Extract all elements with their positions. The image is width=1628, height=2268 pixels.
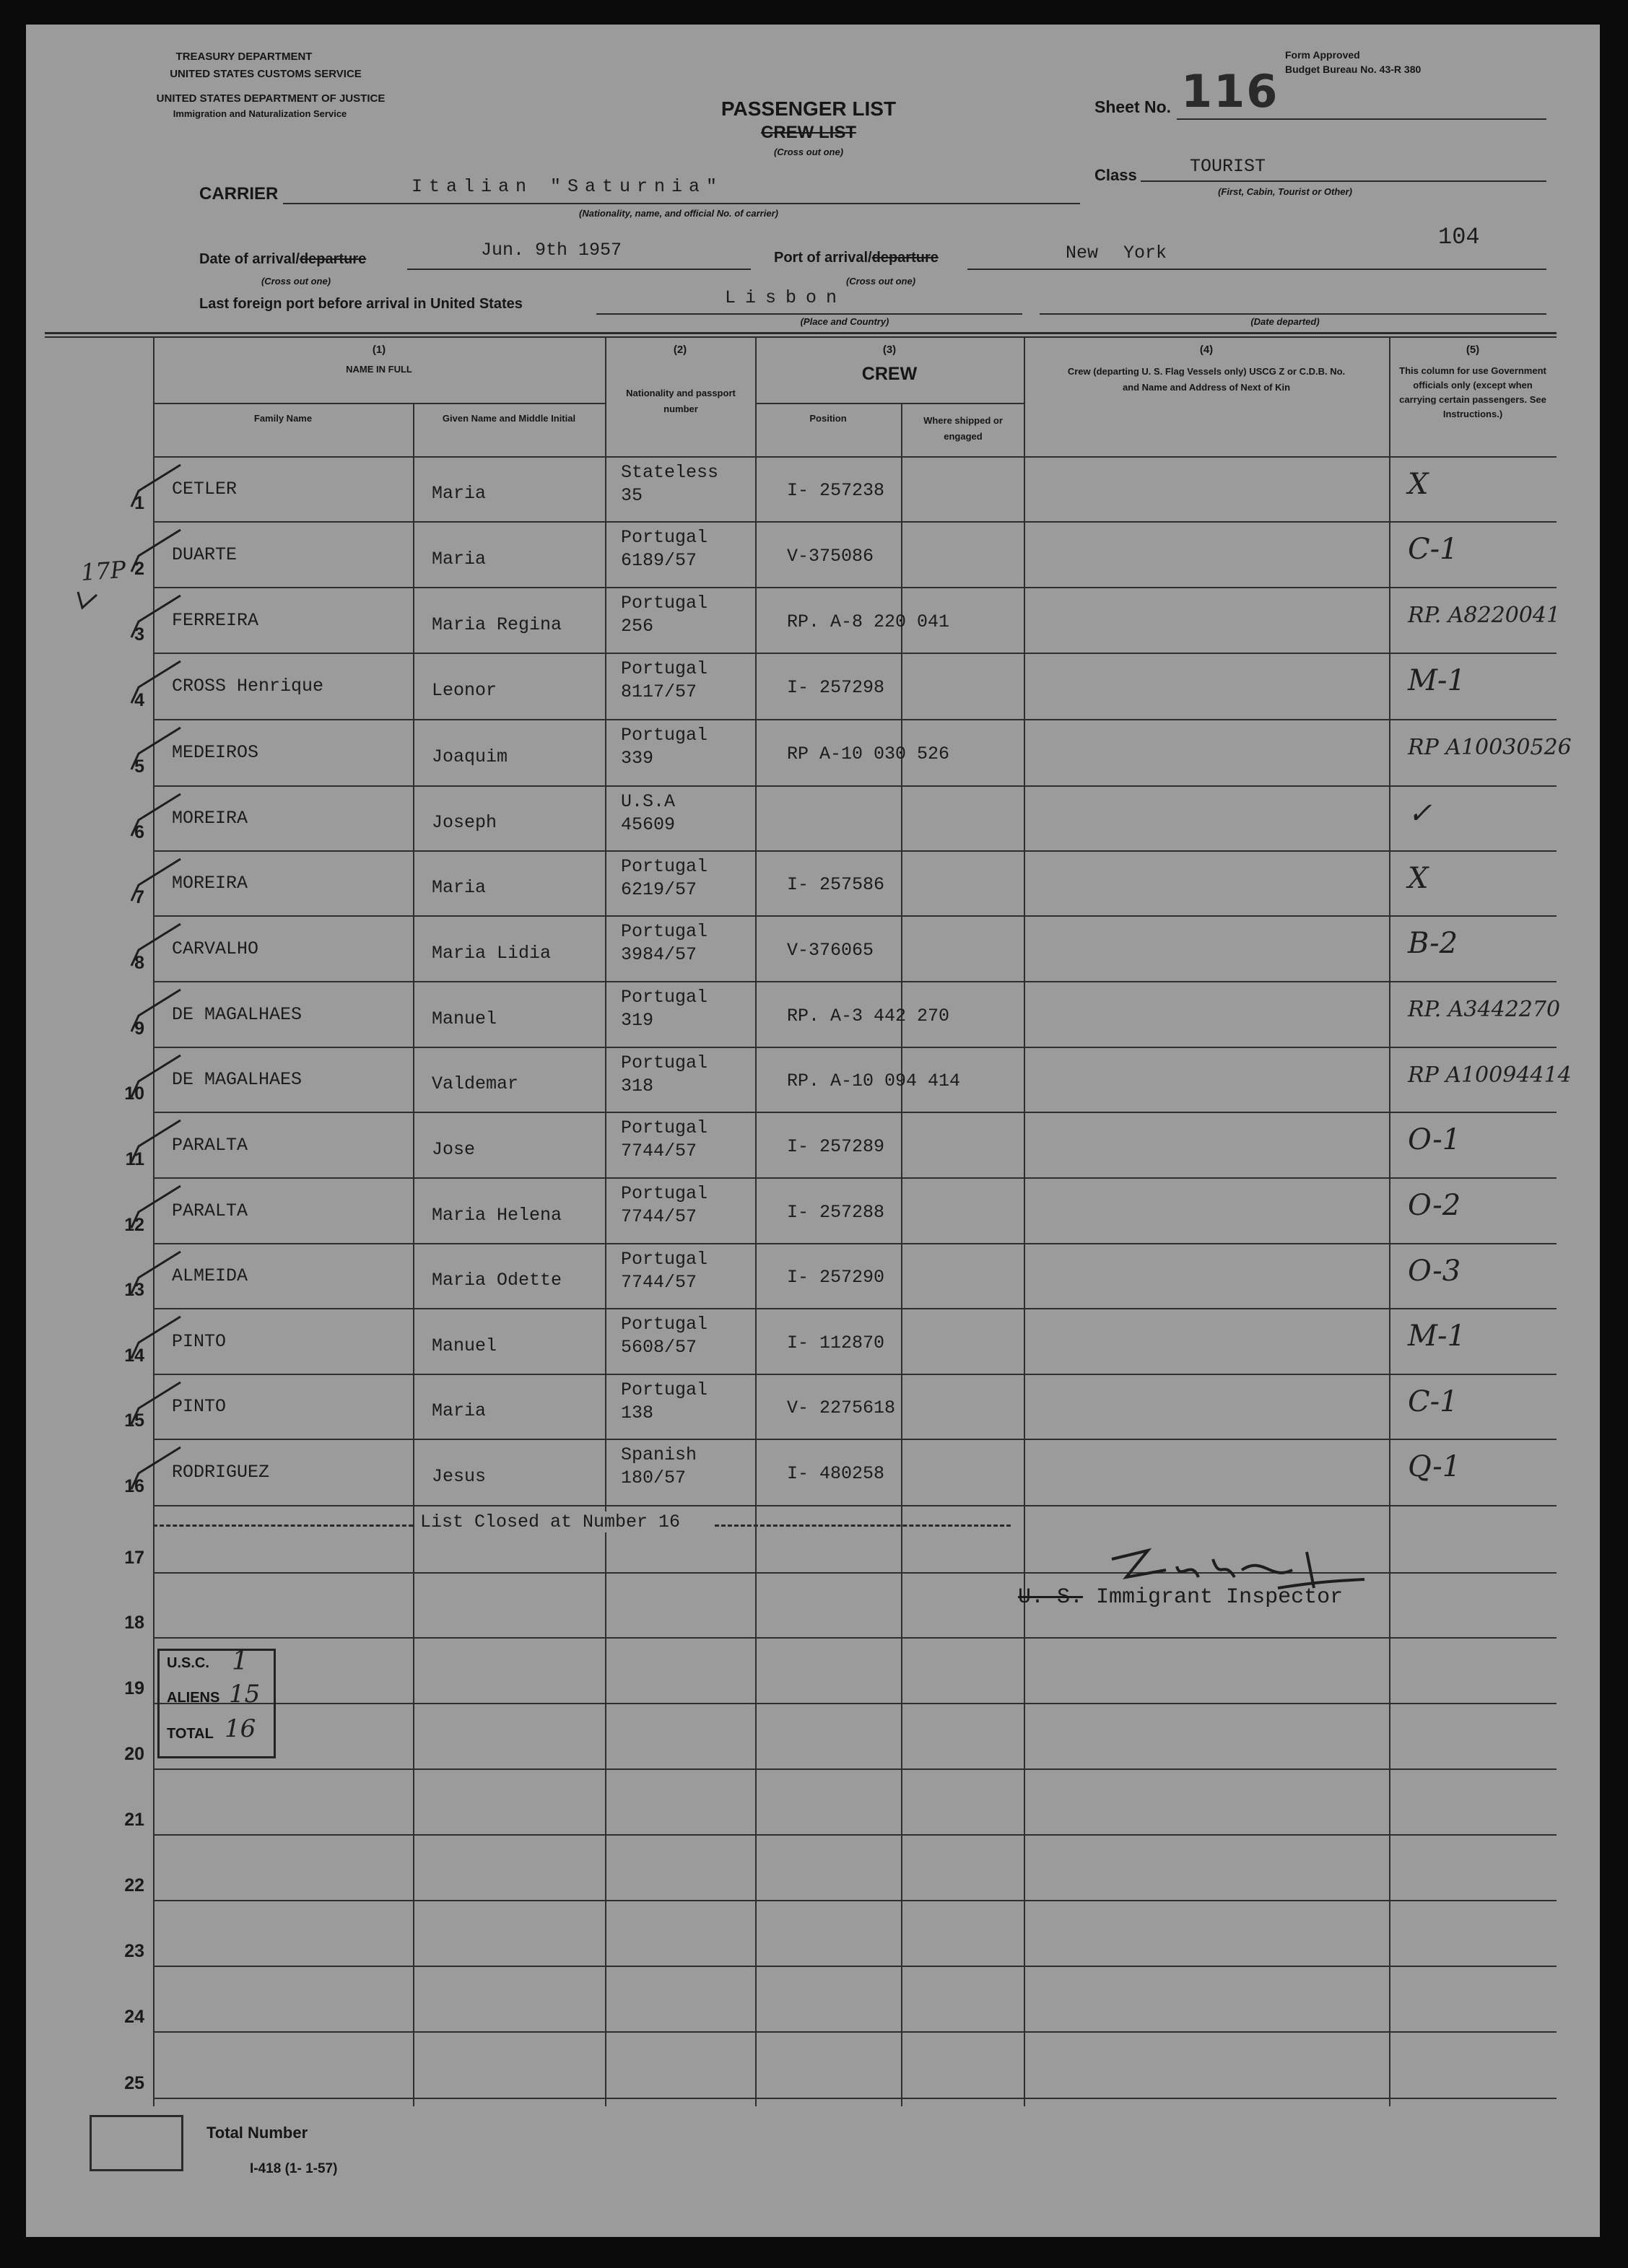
row-divider	[153, 1112, 1557, 1113]
manifest-page	[26, 25, 1600, 2237]
family-name: ALMEIDA	[172, 1265, 248, 1286]
check-slash	[123, 1249, 188, 1299]
family-name: PINTO	[172, 1330, 227, 1352]
port-label-struck: departure	[871, 250, 939, 266]
empty-row-number: 19	[124, 1678, 144, 1698]
check-slash	[123, 1183, 188, 1234]
col1-family-name: Family Name	[253, 413, 313, 424]
row-divider	[153, 653, 1557, 654]
crew-position: I- 257290	[787, 1267, 885, 1288]
carrier-note: (Nationality, name, and official No. of carrier)	[579, 208, 778, 219]
nationality: Portugal	[621, 856, 708, 877]
col1-number: (1)	[372, 344, 386, 356]
empty-row-number: 23	[124, 1941, 144, 1961]
row-divider	[153, 915, 1557, 917]
col1-title: NAME IN FULL	[346, 364, 412, 375]
port-label-arrival: Port of arrival/	[774, 250, 872, 266]
status-annotation: B-2	[1408, 927, 1458, 960]
row-divider	[153, 1439, 1557, 1440]
date-label-struck: departure	[299, 251, 367, 267]
empty-row-number: 17	[124, 1548, 144, 1568]
row-divider	[153, 1966, 1557, 1967]
date-departed-note: (Date departed)	[1250, 316, 1320, 327]
status-annotation: RP A10094414	[1408, 1063, 1572, 1088]
row-number: 4	[134, 690, 144, 710]
row-number: 15	[124, 1410, 144, 1431]
family-name: PARALTA	[172, 1200, 248, 1221]
agency-line-4: Immigration and Naturalization Service	[173, 108, 347, 119]
family-name: DE MAGALHAES	[172, 1069, 302, 1090]
form-approved: Form Approved	[1285, 49, 1360, 61]
passport-number: 45609	[621, 814, 676, 835]
status-annotation: M-1	[1408, 664, 1466, 697]
sheet-number: 116	[1181, 65, 1279, 118]
crew-position: I- 257298	[787, 677, 885, 698]
row-divider	[153, 1047, 1557, 1048]
form-id: I-418 (1- 1-57)	[250, 2161, 338, 2176]
passport-number: 7744/57	[621, 1206, 697, 1227]
col3-where: Where shipped or engaged	[923, 415, 1003, 442]
row-divider	[153, 1505, 1557, 1506]
passport-number: 256	[621, 616, 654, 637]
class-note: (First, Cabin, Tourist or Other)	[1218, 186, 1352, 197]
family-name: PARALTA	[172, 1134, 248, 1156]
row-divider	[153, 2031, 1557, 2033]
agency-line-1: TREASURY DEPARTMENT	[175, 51, 313, 63]
title-cross-out-note: (Cross out one)	[773, 147, 844, 157]
row-number: 13	[124, 1280, 144, 1300]
class-value: TOURIST	[1190, 156, 1266, 177]
row-number: 2	[134, 558, 144, 579]
empty-row-number: 22	[124, 1875, 144, 1896]
check-slash	[123, 1052, 188, 1103]
nationality: Portugal	[621, 1379, 708, 1400]
row-divider	[153, 1243, 1557, 1244]
inspector-label: Immigrant Inspector	[1096, 1585, 1344, 1610]
check-slash	[123, 1314, 188, 1364]
family-name: CETLER	[172, 479, 238, 500]
crew-position: V-376065	[787, 939, 874, 961]
check-slash	[123, 921, 188, 972]
passport-number: 7744/57	[621, 1140, 697, 1161]
passport-number: 6189/57	[621, 550, 697, 571]
check-slash	[123, 462, 188, 513]
status-annotation: C-1	[1408, 1385, 1458, 1418]
nationality: U.S.A	[621, 791, 676, 812]
row-number: 8	[134, 952, 144, 973]
empty-row-number: 20	[124, 1744, 144, 1764]
col4-title: Crew (departing U. S. Flag Vessels only) USCG Z or C.D.B. No. and Name and Address of Next of Kin	[1067, 366, 1346, 393]
empty-row-number: 21	[124, 1810, 144, 1830]
row-divider	[153, 1637, 1557, 1639]
row-divider	[153, 521, 1557, 523]
passport-number: 339	[621, 748, 654, 769]
nationality: Portugal	[621, 921, 708, 942]
col4-number: (4)	[1199, 344, 1214, 356]
check-slash	[123, 1117, 188, 1168]
form-title: PASSENGER LIST	[721, 97, 897, 120]
inspector-prefix: U. S.	[1018, 1585, 1084, 1610]
list-closed-line: List Closed at Number 16	[416, 1512, 684, 1532]
check-slash	[123, 725, 188, 775]
row-divider	[153, 1703, 1557, 1704]
given-name: Maria	[432, 483, 487, 504]
nationality: Portugal	[621, 1183, 708, 1204]
passport-number: 7744/57	[621, 1272, 697, 1293]
port-label	[774, 250, 939, 266]
check-slash	[123, 593, 188, 643]
status-annotation: ✓	[1408, 797, 1432, 830]
row-number: 11	[125, 1148, 144, 1169]
total-number-label: Total Number	[206, 2124, 308, 2142]
given-name: Manuel	[432, 1335, 497, 1356]
col3-title: CREW	[861, 364, 918, 384]
nationality: Portugal	[621, 527, 708, 548]
empty-row-number: 24	[124, 2007, 144, 2027]
stamp-total-value: 16	[225, 1714, 256, 1743]
row-divider	[153, 1834, 1557, 1836]
passport-number: 5608/57	[621, 1337, 697, 1358]
row-number: 12	[124, 1214, 144, 1235]
nationality: Portugal	[621, 725, 708, 746]
last-port-label: Last foreign port before arrival in United States	[199, 296, 523, 312]
nationality: Portugal	[621, 593, 708, 614]
col2-title: Nationality and passport number	[626, 388, 736, 414]
status-annotation: X	[1408, 468, 1429, 501]
given-name: Valdemar	[432, 1073, 519, 1094]
row-divider	[153, 2098, 1557, 2099]
margin-check-mark	[72, 585, 101, 614]
agency-line-2: UNITED STATES CUSTOMS SERVICE	[170, 68, 362, 80]
carrier-label: CARRIER	[199, 184, 279, 204]
row-divider	[153, 1308, 1557, 1309]
stamp-aliens-value: 15	[229, 1680, 261, 1709]
nationality: Stateless	[621, 462, 719, 483]
check-slash	[123, 1379, 188, 1430]
passport-number: 180/57	[621, 1467, 687, 1488]
status-annotation: RP. A3442270	[1408, 997, 1561, 1022]
crew-position: I- 257289	[787, 1135, 885, 1157]
check-slash	[123, 856, 188, 907]
nationality: Spanish	[621, 1444, 697, 1465]
given-name: Manuel	[432, 1008, 497, 1029]
crew-position: I- 480258	[787, 1463, 885, 1484]
crew-position: V- 2275618	[787, 1397, 896, 1418]
empty-row-number: 18	[124, 1613, 144, 1633]
port-value: New York	[1066, 243, 1167, 263]
row-divider	[153, 1768, 1557, 1770]
col5-number: (5)	[1466, 344, 1480, 356]
crew-position: I- 112870	[787, 1332, 885, 1353]
inspector-signature	[1097, 1538, 1372, 1602]
row-number: 16	[124, 1476, 144, 1496]
row-divider	[153, 1900, 1557, 1901]
given-name: Joaquim	[432, 746, 508, 767]
row-number: 1	[134, 493, 144, 513]
row-number: 9	[134, 1018, 144, 1039]
row-number: 6	[134, 822, 144, 842]
status-annotation: RP. A8220041	[1408, 603, 1561, 628]
row-number: 5	[134, 756, 144, 777]
check-slash	[123, 527, 188, 577]
row-divider	[153, 719, 1557, 720]
date-label-arrival: Date of arrival/	[199, 251, 300, 267]
passport-number: 138	[621, 1403, 654, 1423]
date-value: Jun. 9th 1957	[481, 240, 622, 261]
last-port-value: Lisbon	[725, 287, 847, 308]
status-annotation: C-1	[1408, 533, 1458, 566]
page-count: 104	[1438, 224, 1480, 250]
row-divider	[153, 981, 1557, 982]
nationality: Portugal	[621, 1052, 708, 1073]
family-name: MOREIRA	[172, 808, 248, 829]
passport-number: 6219/57	[621, 879, 697, 900]
port-cross-out-note: (Cross out one)	[845, 276, 916, 287]
given-name: Jose	[432, 1138, 476, 1160]
check-slash	[123, 1444, 188, 1495]
stamp-aliens-label: ALIENS	[167, 1690, 220, 1706]
crew-position: I- 257288	[787, 1201, 885, 1223]
given-name: Leonor	[432, 680, 497, 701]
crew-position: RP. A-3 442 270	[787, 1005, 950, 1026]
crew-position: I- 257238	[787, 480, 885, 501]
class-label: Class	[1094, 166, 1137, 184]
family-name: DE MAGALHAES	[172, 1003, 302, 1025]
budget-bureau: Budget Bureau No. 43-R 380	[1285, 64, 1422, 75]
row-number: 7	[134, 887, 144, 907]
crew-position: RP. A-10 094 414	[787, 1070, 961, 1091]
passport-number: 35	[621, 485, 643, 506]
status-annotation: M-1	[1408, 1320, 1466, 1353]
row-number: 3	[134, 624, 144, 645]
passport-number: 319	[621, 1010, 654, 1031]
date-cross-out-note: (Cross out one)	[261, 276, 331, 287]
row-number: 10	[124, 1083, 144, 1104]
check-slash	[123, 987, 188, 1037]
family-name: RODRIGUEZ	[172, 1462, 270, 1483]
sheet-label: Sheet No.	[1094, 97, 1172, 116]
check-slash	[123, 658, 188, 709]
totals-stamp	[157, 1649, 276, 1758]
family-name: CARVALHO	[172, 938, 259, 959]
date-label	[199, 251, 366, 268]
stamp-total-label: TOTAL	[167, 1726, 214, 1742]
family-name: MOREIRA	[172, 873, 248, 894]
given-name: Jesus	[432, 1466, 487, 1487]
given-name: Maria Lidia	[432, 942, 552, 964]
stamp-usc-value: 1	[232, 1647, 248, 1676]
row-divider	[153, 1177, 1557, 1179]
status-annotation: RP A10030526	[1408, 735, 1572, 760]
crew-position: V-375086	[787, 545, 874, 567]
row-divider	[153, 1374, 1557, 1375]
crew-position: RP. A-8 220 041	[787, 611, 950, 632]
passport-number: 8117/57	[621, 681, 697, 702]
empty-row-number: 25	[124, 2073, 144, 2093]
margin-note: 17P	[79, 555, 127, 587]
row-divider	[153, 587, 1557, 588]
crew-position: I- 257586	[787, 874, 885, 895]
passport-number: 318	[621, 1076, 654, 1096]
family-name: MEDEIROS	[172, 742, 259, 763]
family-name: FERREIRA	[172, 609, 259, 631]
form-title-struck: CREW LIST	[761, 123, 856, 142]
nationality: Portugal	[621, 1314, 708, 1335]
total-number-box	[90, 2115, 183, 2171]
status-annotation: O-3	[1408, 1255, 1461, 1288]
given-name: Maria	[432, 1400, 487, 1421]
col3-position: Position	[809, 413, 847, 424]
stamp-usc-label: U.S.C.	[167, 1655, 209, 1671]
agency-line-3: UNITED STATES DEPARTMENT OF JUSTICE	[156, 92, 386, 105]
status-annotation: O-1	[1408, 1123, 1461, 1156]
col1-given-name: Given Name and Middle Initial	[442, 413, 576, 424]
status-annotation: X	[1408, 862, 1429, 895]
given-name: Joseph	[432, 812, 497, 833]
given-name: Maria	[432, 877, 487, 898]
nationality: Portugal	[621, 1117, 708, 1138]
family-name: CROSS Henrique	[172, 676, 324, 697]
passport-number: 3984/57	[621, 944, 697, 965]
crew-position: RP A-10 030 526	[787, 743, 950, 764]
given-name: Maria	[432, 548, 487, 570]
row-divider	[153, 785, 1557, 787]
nationality: Portugal	[621, 658, 708, 679]
row-divider	[153, 850, 1557, 852]
family-name: PINTO	[172, 1396, 227, 1417]
nationality: Portugal	[621, 987, 708, 1008]
given-name: Maria Regina	[432, 614, 562, 635]
family-name: DUARTE	[172, 544, 238, 565]
status-annotation: O-2	[1408, 1189, 1461, 1222]
col2-number: (2)	[673, 344, 687, 356]
col3-number: (3)	[882, 344, 897, 356]
carrier-value: Italian "Saturnia"	[412, 176, 724, 197]
row-number: 14	[124, 1345, 144, 1366]
given-name: Maria Odette	[432, 1270, 562, 1291]
given-name: Maria Helena	[432, 1204, 562, 1226]
nationality: Portugal	[621, 1249, 708, 1270]
status-annotation: Q-1	[1408, 1450, 1461, 1483]
check-slash	[123, 791, 188, 842]
col5-title: This column for use Government officials only (except when carrying certain passengers. See Instructions.)	[1399, 365, 1546, 419]
place-note: (Place and Country)	[800, 316, 889, 327]
